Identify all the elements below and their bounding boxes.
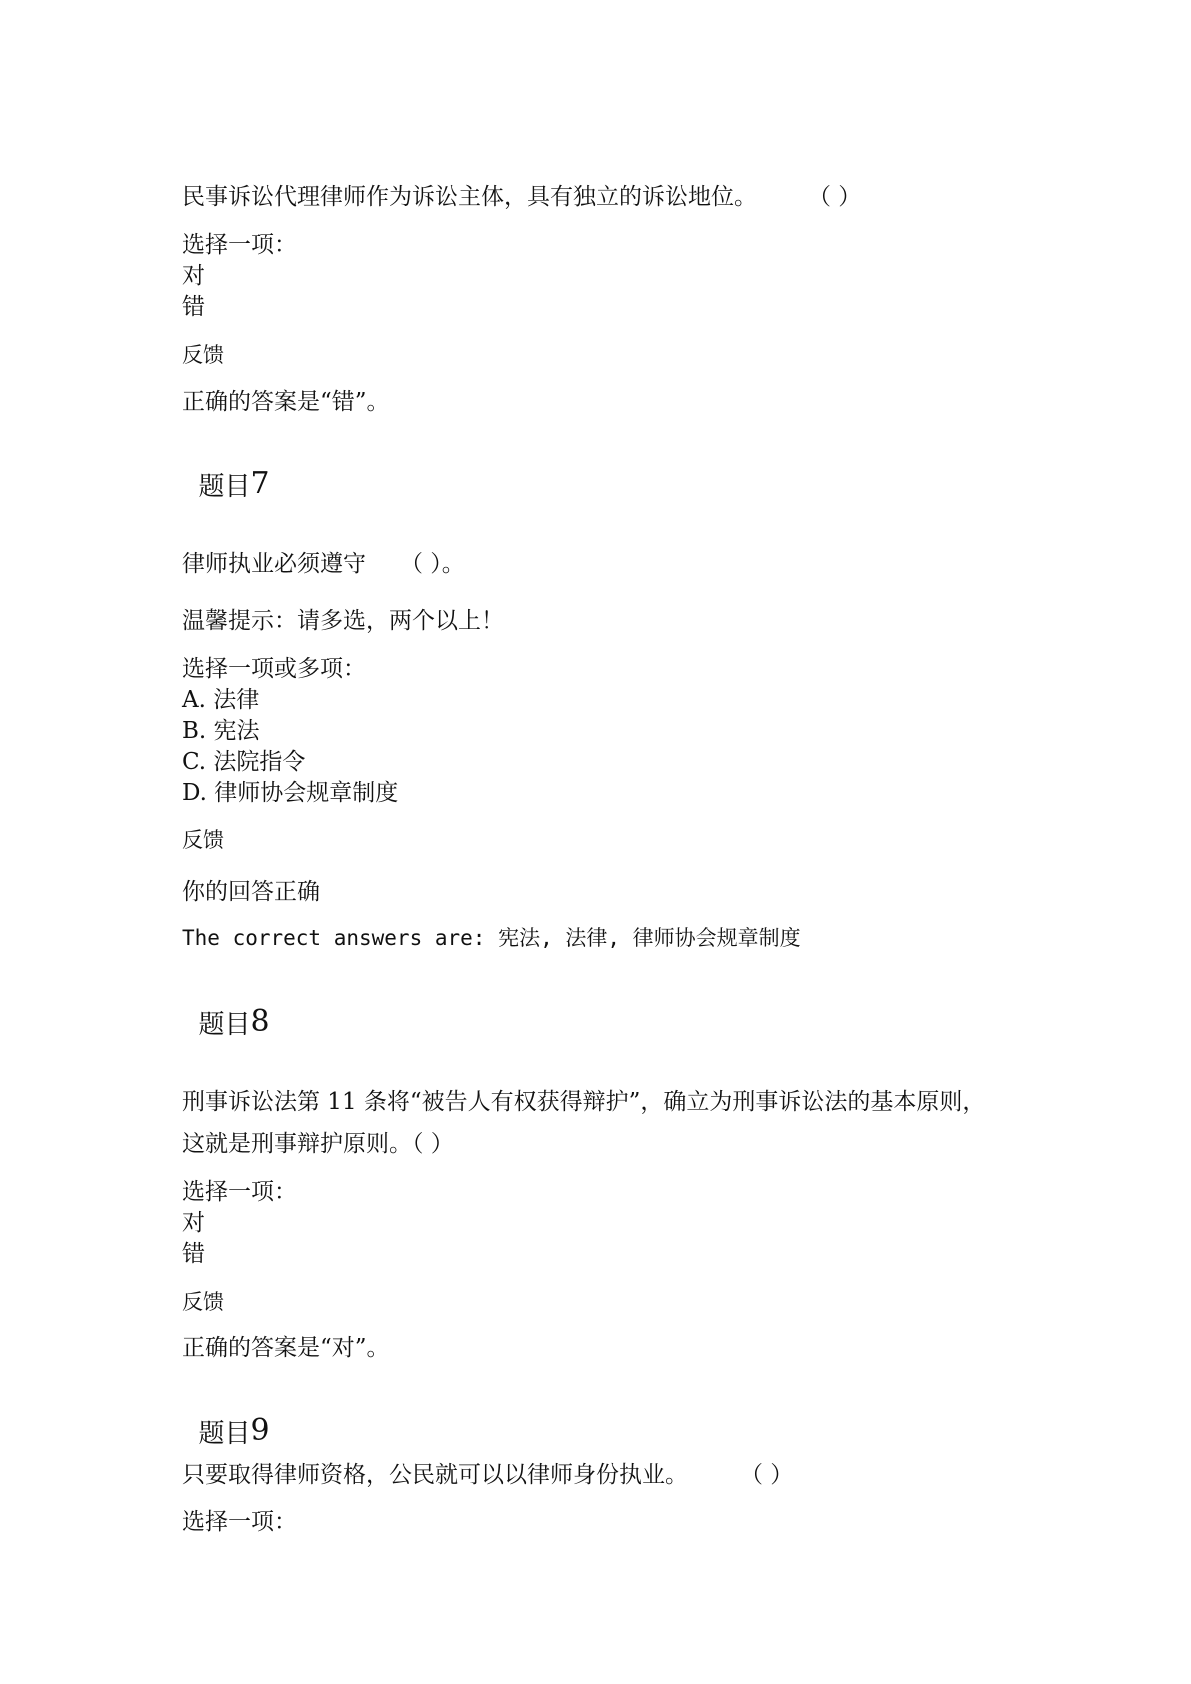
q7-option-d[interactable]: D. 律师协会规章制度 — [182, 780, 399, 806]
q6-option-false[interactable]: 错 — [182, 294, 205, 320]
q7-title — [182, 445, 270, 501]
q9-question: 只要取得律师资格，公民就可以以律师身份执业。 — [182, 1462, 688, 1488]
q8-prompt: 选择一项： — [182, 1179, 297, 1205]
q6-question: 民事诉讼代理律师作为诉讼主体，具有独立的诉讼地位。 — [182, 184, 757, 210]
q7-hint: 温馨提示：请多选，两个以上！ — [182, 608, 504, 634]
q6-answer-blank: （ ） — [808, 184, 862, 210]
q8-question-line-2: 这就是刑事辩护原则。（ ） — [182, 1131, 454, 1157]
q6-feedback-label: 反馈 — [182, 343, 224, 367]
q6-option-true[interactable]: 对 — [182, 263, 205, 289]
q7-correct-answers: The correct answers are: 宪法, 法律, 律师协会规章制度 — [182, 926, 801, 950]
q8-title-text: 题目 — [198, 1010, 251, 1040]
q8-title-number: 8 — [250, 1004, 270, 1039]
q7-feedback-label: 反馈 — [182, 828, 224, 852]
q8-title — [182, 983, 270, 1039]
q8-question-line-1: 刑事诉讼法第 11 条将“被告人有权获得辩护”，确立为刑事诉讼法的基本原则， — [182, 1089, 986, 1115]
q7-prompt: 选择一项或多项： — [182, 656, 366, 682]
q9-answer-blank: （ ） — [740, 1462, 794, 1488]
q6-feedback: 正确的答案是“错”。 — [182, 389, 390, 415]
q8-feedback: 正确的答案是“对”。 — [182, 1335, 390, 1361]
q9-prompt: 选择一项： — [182, 1509, 297, 1535]
q7-option-b[interactable]: B. 宪法 — [182, 718, 260, 744]
q7-title-number: 7 — [250, 466, 270, 501]
q7-option-a[interactable]: A. 法律 — [182, 687, 260, 713]
q6-prompt: 选择一项： — [182, 232, 297, 258]
q9-title-number: 9 — [250, 1413, 270, 1448]
q9-title-text: 题目 — [198, 1419, 251, 1449]
q9-title — [182, 1392, 270, 1448]
q7-result: 你的回答正确 — [182, 879, 320, 905]
q7-title-text: 题目 — [198, 472, 251, 502]
q8-option-false[interactable]: 错 — [182, 1241, 205, 1267]
q7-answer-blank: （ ）。 — [400, 551, 465, 577]
q7-option-c[interactable]: C. 法院指令 — [182, 749, 306, 775]
q7-question: 律师执业必须遵守 — [182, 551, 366, 577]
q8-option-true[interactable]: 对 — [182, 1210, 205, 1236]
q8-feedback-label: 反馈 — [182, 1290, 224, 1314]
